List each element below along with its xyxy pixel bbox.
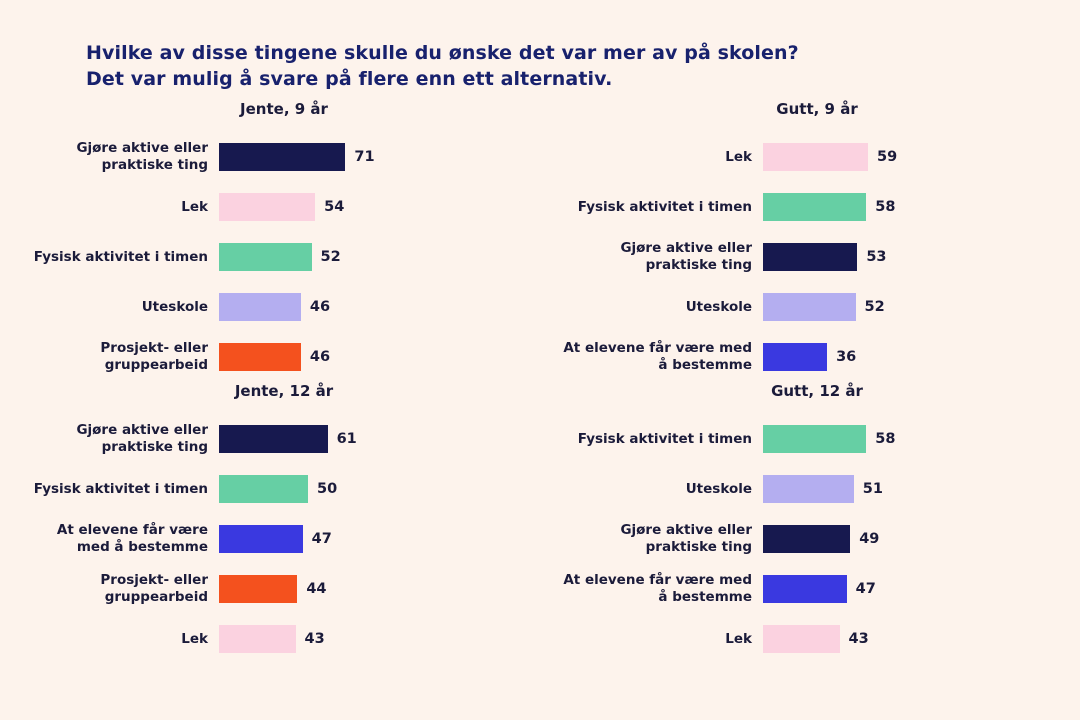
bar-category-label: Fysisk aktivitet i timen [33,248,208,265]
bar-value-label: 46 [309,299,331,315]
bar-category-label: Gjøre aktive eller praktiske ting [620,240,752,273]
bar-value-label: 54 [324,199,345,215]
bar-row [0,514,540,564]
bar-track [763,514,1080,564]
bar-track [219,514,540,564]
bar-category-label: Fysisk aktivitet i timen [33,480,208,497]
bar-value-label: 47 [311,531,332,547]
bar-row [0,414,540,464]
bar-track [219,232,540,282]
bar-value-label: 44 [306,581,327,597]
bar-category-label: At elevene får være med å bestemme [563,572,752,605]
bar [219,575,297,603]
bar-track [219,332,540,382]
bar-category-label: At elevene får være med å bestemme [563,340,752,373]
bar-value-label: 52 [864,299,885,315]
bar-value-label: 43 [304,631,325,647]
bar [763,575,847,603]
chart-panel-jente-9 [0,100,540,382]
bar [763,293,856,321]
bar-track [763,464,1080,514]
chart-panel-jente-12 [0,382,540,664]
bar-track [763,132,1080,182]
bar-track [219,614,540,664]
bar-row [0,464,540,514]
bar-category-label: Fysisk aktivitet i timen [577,430,752,447]
chart-row-bottom [0,382,1080,664]
bar-category-label: Uteskole [141,298,208,315]
bar-row [540,614,1080,664]
bar [763,343,827,371]
bar [763,193,866,221]
bar-row [0,282,540,332]
bar-track [219,282,540,332]
bar-group [540,132,1080,382]
bar-value-label: 52 [320,249,341,265]
bar-value-label: 50 [317,481,338,497]
bar-group [540,414,1080,664]
bar-track [763,332,1080,382]
bar-value-label: 36 [836,349,857,365]
bar-track [763,282,1080,332]
bar-category-label: Prosjekt- eller gruppearbeid [100,340,208,373]
bar-row [540,282,1080,332]
bar-category-label: Gjøre aktive eller praktiske ting [620,522,752,555]
bar-category-label: Gjøre aktive eller praktiske ting [76,422,208,455]
panel-title: Gutt, 9 år [776,100,858,118]
bar-category-label: Gjøre aktive eller praktiske ting [76,140,208,173]
bar-track [219,414,540,464]
bar [763,243,857,271]
bar-value-label: 43 [848,631,869,647]
bar-value-label: 58 [875,431,896,447]
bar-category-label: Lek [181,630,208,647]
bar-row [0,132,540,182]
bar [219,475,308,503]
bar-group [0,414,540,664]
bar-group [0,132,540,382]
bar [763,143,868,171]
bar-category-label: Uteskole [685,480,752,497]
bar-category-label: Lek [181,198,208,215]
bar [219,193,315,221]
bar [763,525,850,553]
bar-row [0,614,540,664]
bar-row [540,464,1080,514]
bar [763,425,866,453]
bar-row [0,564,540,614]
chart-panel-gutt-12 [540,382,1080,664]
bar-row [540,332,1080,382]
bar [219,625,296,653]
bar-row [540,514,1080,564]
bar-row [540,132,1080,182]
bar-value-label: 51 [862,481,883,497]
bar-category-label: Uteskole [685,298,752,315]
bar-value-label: 58 [875,199,896,215]
bar [763,625,840,653]
bar-value-label: 47 [855,581,876,597]
bar [219,243,312,271]
bar-category-label: Fysisk aktivitet i timen [577,198,752,215]
panel-title: Gutt, 12 år [771,382,863,400]
bar-row [540,564,1080,614]
bar [219,293,301,321]
bar-value-label: 49 [859,531,880,547]
bar-value-label: 59 [877,149,898,165]
bar-value-label: 71 [354,149,375,165]
bar-track [763,564,1080,614]
panel-title: Jente, 12 år [234,382,334,400]
bar-row [540,414,1080,464]
bar-track [763,414,1080,464]
bar-category-label: At elevene får være med å bestemme [56,522,208,555]
panel-title: Jente, 9 år [240,100,328,118]
bar [763,475,854,503]
bar [219,525,303,553]
bar-value-label: 46 [309,349,331,365]
bar-row [0,232,540,282]
bar-row [540,232,1080,282]
bar-track [763,232,1080,282]
chart-panels [0,100,1080,664]
bar [219,425,328,453]
page-title [86,40,986,92]
bar-track [219,464,540,514]
chart-row-top [0,100,1080,382]
bar-row [540,182,1080,232]
bar-category-label: Prosjekt- eller gruppearbeid [100,572,208,605]
bar-track [219,564,540,614]
bar-track [219,182,540,232]
bar-row [0,332,540,382]
chart-panel-gutt-9 [540,100,1080,382]
page-title-line-2: Det var mulig å svare på flere enn ett alternativ. [86,68,613,90]
bar-category-label: Lek [725,148,752,165]
bar-track [763,182,1080,232]
bar-value-label: 61 [336,431,357,447]
bar [219,143,345,171]
page-title-line-1: Hvilke av disse tingene skulle du ønske det var mer av på skolen? [86,42,799,64]
bar [219,343,301,371]
bar-value-label: 53 [866,249,887,265]
bar-row [0,182,540,232]
bar-category-label: Lek [725,630,752,647]
bar-track [219,132,540,182]
bar-track [763,614,1080,664]
